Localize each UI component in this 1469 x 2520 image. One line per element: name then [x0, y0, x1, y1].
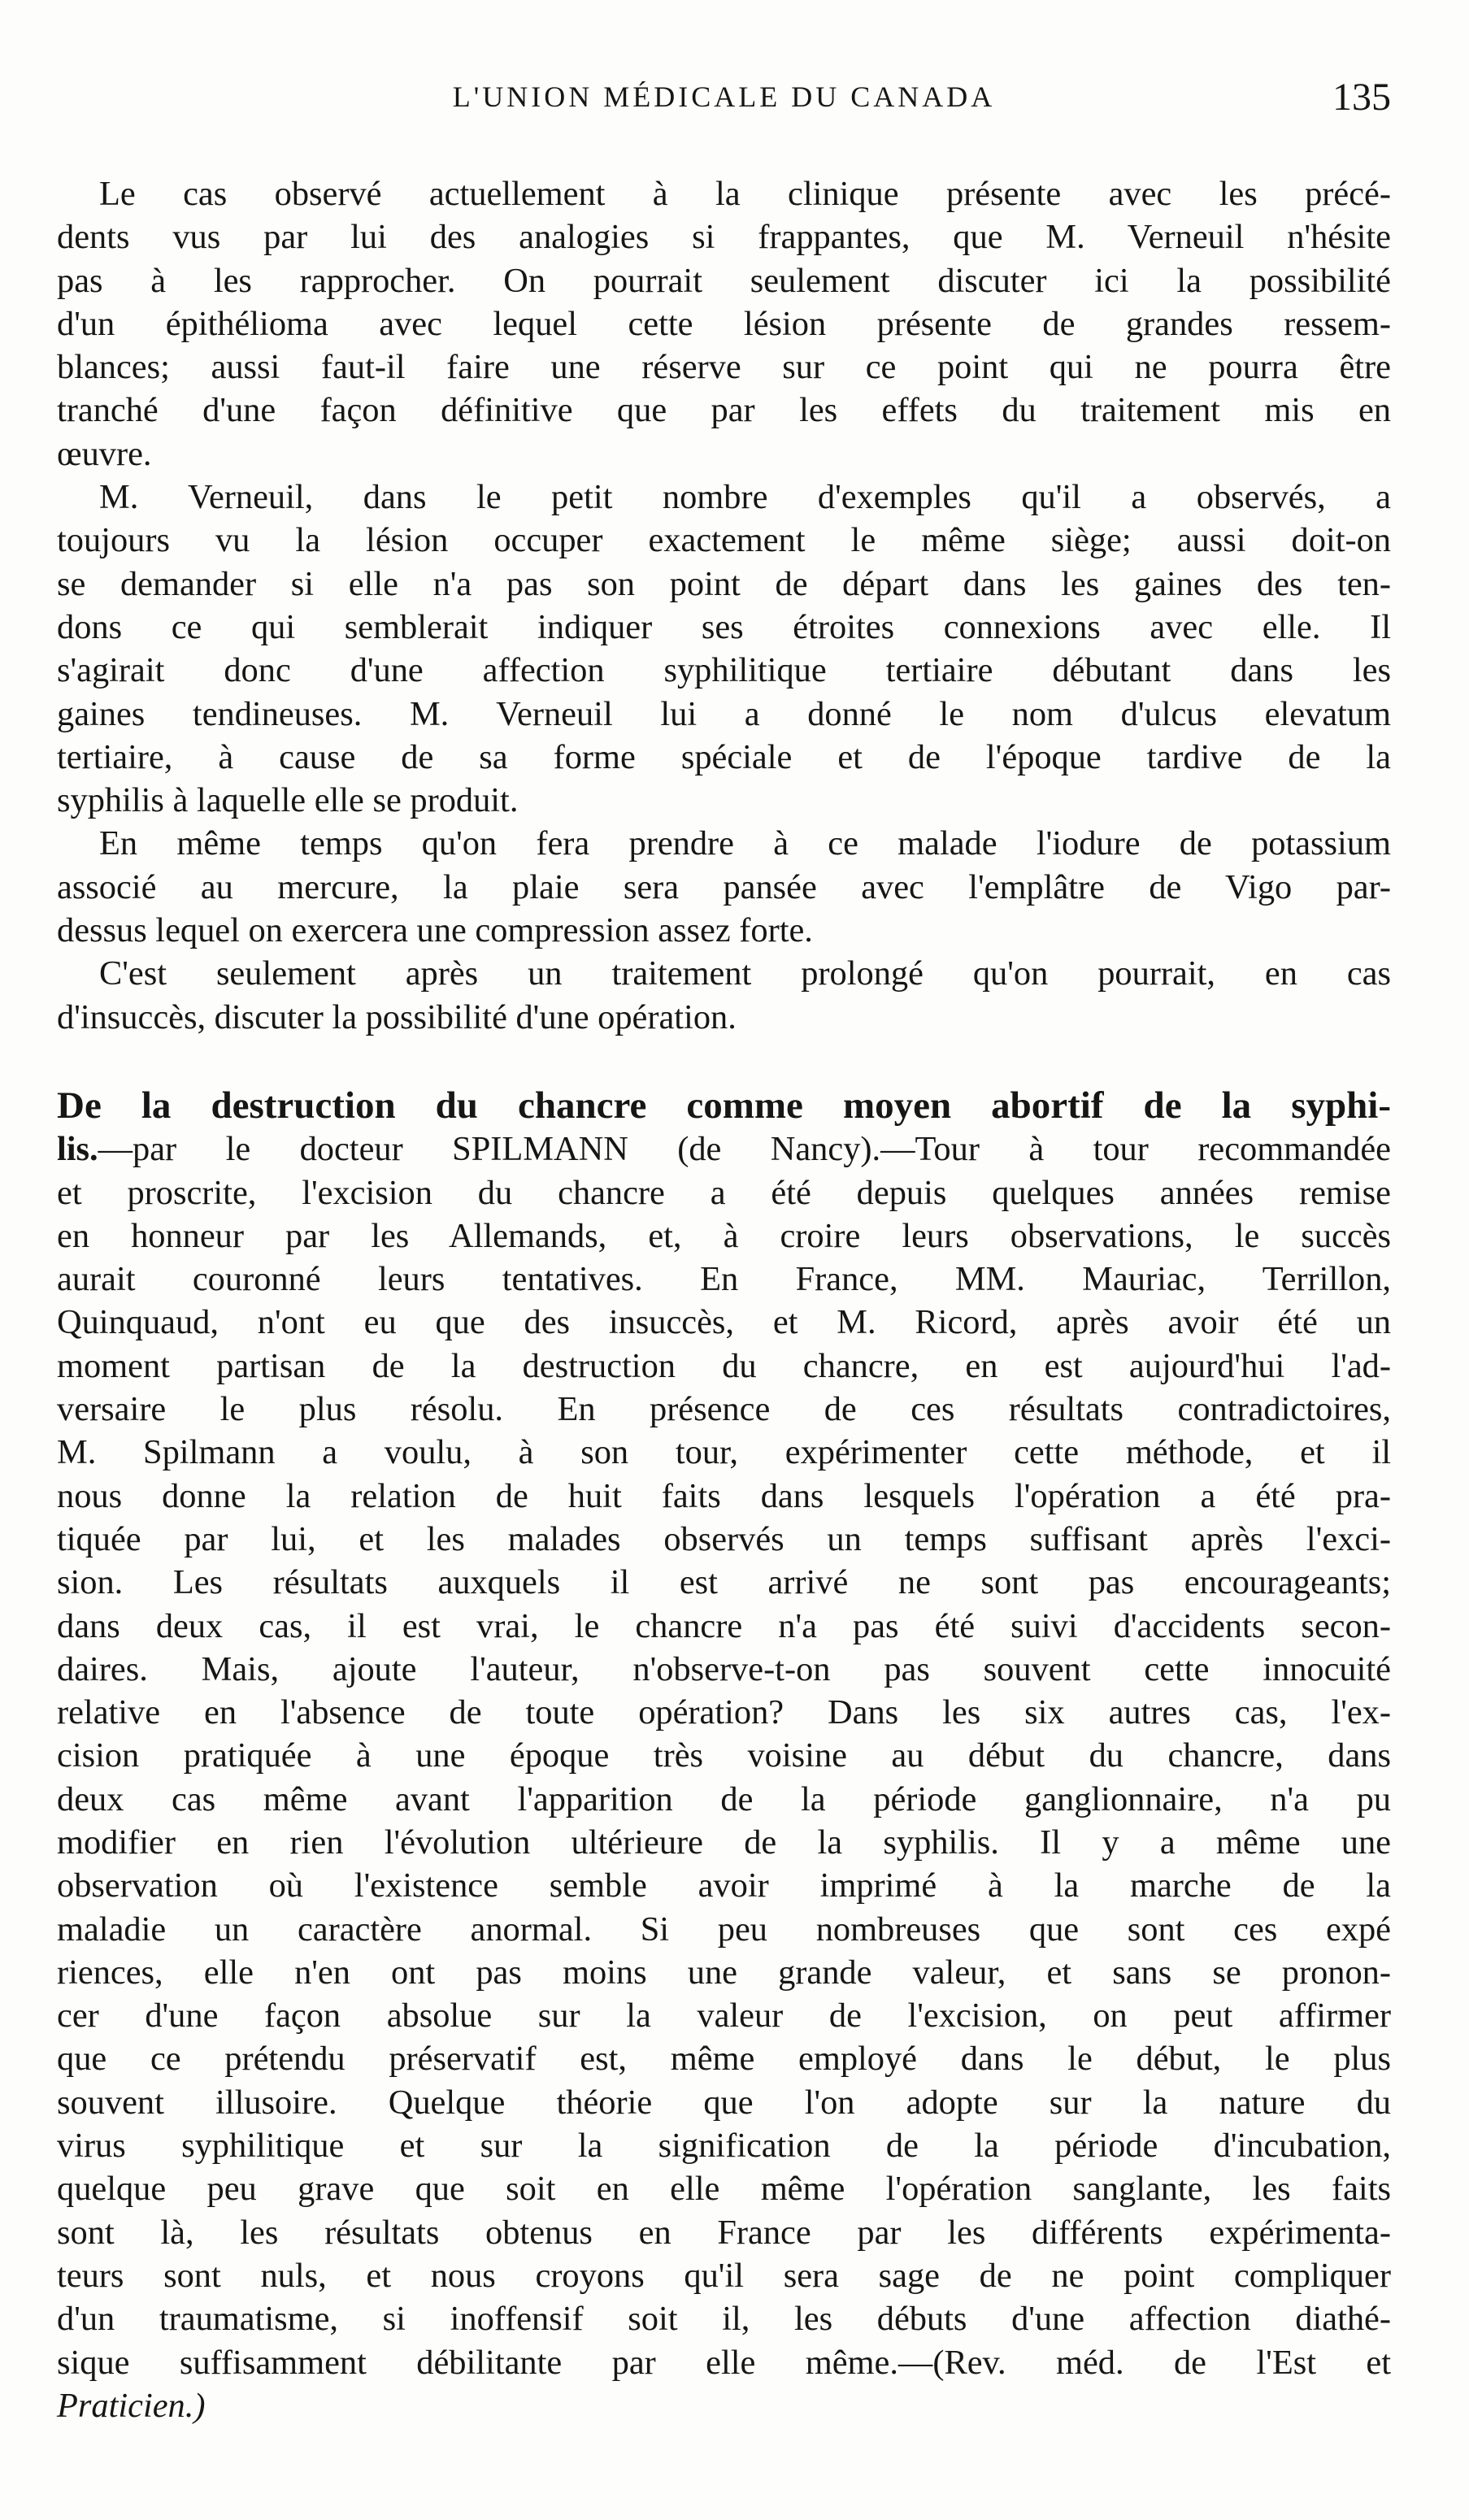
- text-line: cer d'une façon absolue sur la valeur de l'excision, on peut affirmer: [57, 1996, 1391, 2036]
- text-line: syphilis à laquelle elle se produit.: [57, 781, 519, 820]
- text-line: pas à les rapprocher. On pourrait seulement discuter ici la possibilité: [57, 261, 1391, 300]
- text-line: teurs sont nuls, et nous croyons qu'il sera sage de ne point compliquer: [57, 2256, 1391, 2295]
- text-line: en honneur par les Allemands, et, à croire leurs observations, le succès: [57, 1216, 1391, 1255]
- text-line: quelque peu grave que soit en elle même l'opération sanglante, les faits: [57, 2170, 1391, 2209]
- article-title: De la destruction du chancre comme moyen abortif de la syphi-: [57, 1084, 1391, 1127]
- body-text: [57, 172, 1391, 2427]
- text-line: blances; aussi faut-il faire une réserve sur ce point qui ne pourra être: [57, 348, 1391, 387]
- text-line: gaines tendineuses. M. Verneuil lui a donné le nom d'ulcus elevatum: [57, 694, 1391, 733]
- text-line: C'est seulement après un traitement prolongé qu'on pourrait, en cas: [99, 954, 1391, 993]
- citation-end: Praticien.): [57, 2386, 206, 2425]
- text-line: sion. Les résultats auxquels il est arrivé ne sont pas encourageants;: [57, 1563, 1391, 1602]
- text-line: se demander si elle n'a pas son point de départ dans les gaines des ten-: [57, 564, 1391, 603]
- text-line: aurait couronné leurs tentatives. En France, MM. Mauriac, Terrillon,: [57, 1260, 1391, 1299]
- text-line: œuvre.: [57, 434, 152, 473]
- text-line: versaire le plus résolu. En présence de ces résultats contradictoires,: [57, 1390, 1391, 1429]
- article-title-end: lis.: [57, 1130, 98, 1169]
- paragraph: [57, 822, 1391, 952]
- text-line: souvent illusoire. Quelque théorie que l'on adopte sur la nature du: [57, 2083, 1391, 2122]
- text-line: moment partisan de la destruction du chancre, en est aujourd'hui l'ad-: [57, 1346, 1391, 1385]
- text-line: tranché d'une façon définitive que par les effets du traitement mis en: [57, 391, 1391, 430]
- text-line: observation où l'existence semble avoir imprimé à la marche de la: [57, 1866, 1391, 1905]
- text-line: sont là, les résultats obtenus en France par les différents expérimenta-: [57, 2213, 1391, 2252]
- text-line: s'agirait donc d'une affection syphilitique tertiaire débutant dans les: [57, 651, 1391, 690]
- text-line: dons ce qui semblerait indiquer ses étroites connexions avec elle. Il: [57, 607, 1391, 646]
- paragraph: [57, 952, 1391, 1039]
- text-line: d'un épithélioma avec lequel cette lésion présente de grandes ressem-: [57, 304, 1391, 343]
- page-number: 135: [1332, 76, 1391, 119]
- text-line: cision pratiquée à une époque très voisine au début du chancre, dans: [57, 1736, 1391, 1775]
- text-line: associé au mercure, la plaie sera pansée avec l'emplâtre de Vigo par-: [57, 867, 1391, 906]
- text-line: modifier en rien l'évolution ultérieure de la syphilis. Il y a même une: [57, 1823, 1391, 1862]
- text-line: nous donne la relation de huit faits dans lesquels l'opération a été pra-: [57, 1476, 1391, 1515]
- text-line: tertiaire, à cause de sa forme spéciale et de l'époque tardive de la: [57, 737, 1391, 776]
- text-line: d'insuccès, discuter la possibilité d'une opération.: [57, 997, 737, 1036]
- text-line: maladie un caractère anormal. Si peu nombreuses que sont ces expé: [57, 1910, 1391, 1949]
- text-line: En même temps qu'on fera prendre à ce malade l'iodure de potassium: [99, 824, 1391, 863]
- article-byline-text: —par le docteur SPILMANN (de Nancy).—Tour à tour recommandée: [98, 1130, 1391, 1169]
- text-line: deux cas même avant l'apparition de la période ganglionnaire, n'a pu: [57, 1779, 1391, 1818]
- article: [57, 1084, 1391, 2427]
- article-byline: [57, 1127, 1391, 1171]
- text-line: que ce prétendu préservatif est, même employé dans le début, le plus: [57, 2040, 1391, 2079]
- text-line: dents vus par lui des analogies si frappantes, que M. Verneuil n'hésite: [57, 218, 1391, 257]
- text-line: riences, elle n'en ont pas moins une grande valeur, et sans se pronon-: [57, 1953, 1391, 1992]
- text-line: tiquée par lui, et les malades observés un temps suffisant après l'exci-: [57, 1519, 1391, 1558]
- journal-title: L'UNION MÉDICALE DU CANADA: [452, 80, 996, 113]
- text-line: dessus lequel on exercera une compression assez forte.: [57, 911, 813, 950]
- paragraph: [57, 172, 1391, 476]
- text-line: toujours vu la lésion occuper exactement le même siège; aussi doit-on: [57, 521, 1391, 560]
- text-line: daires. Mais, ajoute l'auteur, n'observe-t-on pas souvent cette innocuité: [57, 1649, 1391, 1688]
- text-line: Le cas observé actuellement à la clinique présente avec les précé-: [99, 175, 1391, 213]
- text-line: sique suffisamment débilitante par elle même.—(Rev. méd. de l'Est et: [57, 2343, 1391, 2382]
- text-line: d'un traumatisme, si inoffensif soit il, les débuts d'une affection diathé-: [57, 2300, 1391, 2339]
- text-line: Quinquaud, n'ont eu que des insuccès, et M. Ricord, après avoir été un: [57, 1303, 1391, 1342]
- section-gap: [57, 1039, 1391, 1084]
- text-line: et proscrite, l'excision du chancre a été depuis quelques années remise: [57, 1173, 1391, 1212]
- page-header: [57, 75, 1391, 132]
- text-line: M. Spilmann a voulu, à son tour, expérimenter cette méthode, et il: [57, 1433, 1391, 1472]
- text-line: virus syphilitique et sur la signification de la période d'incubation,: [57, 2127, 1391, 2166]
- text-line: relative en l'absence de toute opération? Dans les six autres cas, l'ex-: [57, 1693, 1391, 1732]
- paragraph: [57, 476, 1391, 822]
- text-line: dans deux cas, il est vrai, le chancre n'a pas été suivi d'accidents secon-: [57, 1606, 1391, 1645]
- text-line: M. Verneuil, dans le petit nombre d'exemples qu'il a observés, a: [99, 478, 1391, 517]
